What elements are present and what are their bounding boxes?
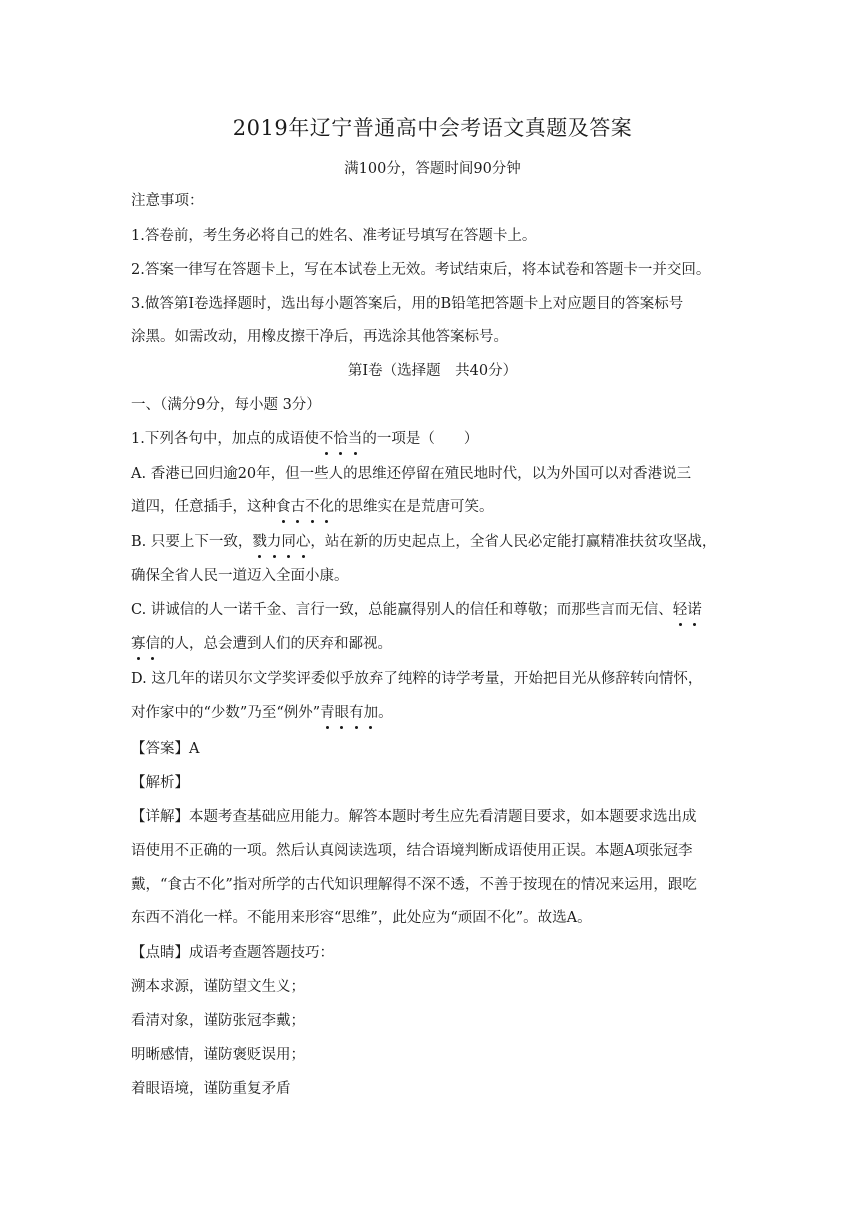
emphasis-dot-char: 当 <box>348 428 363 450</box>
option-c-line-2 <box>131 633 731 655</box>
detail-line-3: 戴，“食古不化”指对所学的古代知识理解得不深不透，不善于按现在的情况来运用，跟吃 <box>131 877 697 893</box>
emphasis-dot-char: 恰 <box>333 428 348 450</box>
question-1-stem-suffix: 的一项是（ ） <box>362 431 479 447</box>
idiom-char: 食 <box>276 496 291 518</box>
notice-item-3-line-2: 涂黑。如需改动，用橡皮擦干净后，再选涂其他答案标号。 <box>131 329 508 345</box>
idiom-char: 诺 <box>687 599 702 621</box>
page-title: 2019年辽宁普通高中会考语文真题及答案 <box>232 116 633 140</box>
idiom-char: 化 <box>320 496 335 518</box>
option-a-line-2 <box>131 496 731 518</box>
idiom-char: 青 <box>320 702 335 724</box>
idiom-char: 力 <box>267 531 282 553</box>
tips-label: 【点睛】成语考查题答题技巧： <box>131 945 334 961</box>
volume-title: 第Ⅰ卷（选择题 共40分） <box>347 363 518 379</box>
option-d-line-2 <box>131 702 731 724</box>
part-one-heading: 一、（满分9分，每小题 3分） <box>131 397 321 413</box>
idiom-char: 同 <box>281 531 296 553</box>
option-b-line-2: 确保全省人民一道迈入全面小康。 <box>131 568 349 584</box>
question-1-stem-prefix: 1.下列各句中，加点的成语使 <box>131 431 319 447</box>
detail-line-1: 【详解】本题考查基础应用能力。解答本题时考生应先看清题目要求，如本题要求选出成 <box>131 809 697 825</box>
idiom-char: 眼 <box>335 702 350 724</box>
idiom-char: 古 <box>291 496 306 518</box>
idiom-char: 不 <box>305 496 320 518</box>
idiom-char: 寡 <box>131 633 146 655</box>
option-a-line-2-suffix: 的思维实在是荒唐可笑。 <box>334 499 494 515</box>
analysis-label: 【解析】 <box>131 775 189 791</box>
option-a-line-2-prefix: 道四，任意插手，这种 <box>131 499 276 515</box>
option-a-line-1: A. 香港已回归逾20年，但一些人的思维还停留在殖民地时代，以为外国可以对香港说三 <box>131 466 692 482</box>
idiom-char: 加 <box>364 702 379 724</box>
tip-2: 看清对象，谨防张冠李戴； <box>131 1013 305 1029</box>
idiom-char: 戮 <box>252 531 267 553</box>
idiom-char: 有 <box>349 702 364 724</box>
detail-line-2: 语使用不正确的一项。然后认真阅读选项，结合语境判断成语使用正误。本题A项张冠李 <box>131 843 693 859</box>
emphasis-dot-char: 不 <box>319 428 334 450</box>
option-d-line-1: D. 这几年的诺贝尔文学奖评委似乎放弃了纯粹的诗学考量，开始把目光从修辞转向情怀， <box>131 671 703 687</box>
question-1-stem <box>131 428 731 450</box>
option-b-line-1-suffix: ，站在新的历史起点上，全省人民必定能打赢精准扶贫攻坚战， <box>310 534 717 550</box>
idiom-char: 轻 <box>673 599 688 621</box>
option-d-line-2-prefix: 对作家中的“少数”乃至“例外” <box>131 705 321 721</box>
tip-4: 着眼语境，谨防重复矛盾 <box>131 1081 291 1097</box>
detail-line-4: 东西不消化一样。不能用来形容“思维”，此处应为“顽固不化”。故选A。 <box>131 910 592 926</box>
option-c-line-1 <box>131 599 731 621</box>
option-c-line-2-suffix: 的人，总会遭到人们的厌弃和鄙视。 <box>160 636 392 652</box>
page-subtitle: 满100分，答题时间90分钟 <box>344 161 521 177</box>
answer-label: 【答案】A <box>131 741 200 757</box>
option-b-line-1-prefix: B. 只要上下一致， <box>131 534 253 550</box>
notice-item-2: 2.答案一律写在答题卡上，写在本试卷上无效。考试结束后，将本试卷和答题卡一并交回。 <box>131 262 711 278</box>
option-b-line-1 <box>131 531 731 553</box>
option-c-line-1-prefix: C. 讲诚信的人一诺千金、言行一致，总能赢得别人的信任和尊敬；而那些言而无信、 <box>131 602 673 618</box>
notice-item-1: 1.答卷前，考生务必将自己的姓名、准考证号填写在答题卡上。 <box>131 228 537 244</box>
tip-3: 明晰感情，谨防褒贬误用； <box>131 1047 305 1063</box>
idiom-char: 信 <box>146 633 161 655</box>
tip-1: 溯本求源，谨防望文生义； <box>131 979 305 995</box>
option-d-line-2-suffix: 。 <box>378 705 393 721</box>
idiom-char: 心 <box>296 531 311 553</box>
notice-heading: 注意事项： <box>131 193 204 209</box>
notice-item-3-line-1: 3.做答第Ⅰ卷选择题时，选出每小题答案后，用的B铅笔把答题卡上对应题目的答案标号 <box>131 296 684 312</box>
